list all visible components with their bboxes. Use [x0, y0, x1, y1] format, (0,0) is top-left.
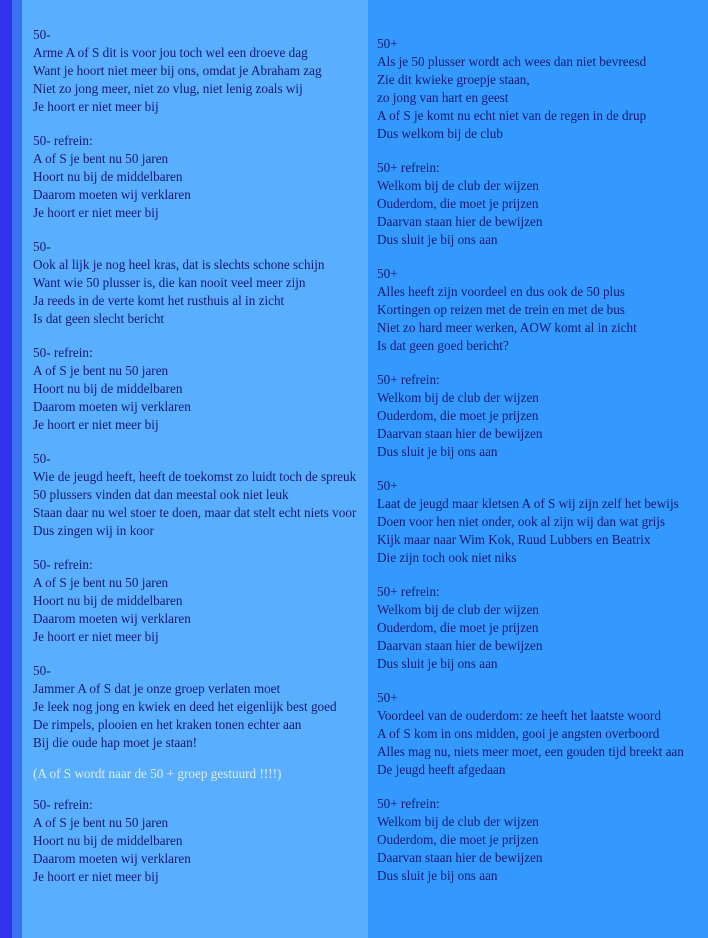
stanza-heading: 50- refrein: [33, 133, 93, 148]
lyric-line: Als je 50 plusser wordt ach wees dan niet bevreesd [377, 54, 647, 69]
lyric-line: Niet zo jong meer, niet zo vlug, niet lenig zoals wij [33, 81, 303, 96]
lyric-line: Bij die oude hap moet je staan! [33, 735, 198, 750]
lyric-line: Welkom bij de club der wijzen [377, 814, 539, 829]
lyric-line: Hoort nu bij de middelbaren [33, 169, 183, 184]
lyric-line: Ouderdom, die moet je prijzen [377, 620, 539, 635]
lyric-line: Je hoort er niet meer bij [33, 869, 159, 884]
lyric-line: Want wie 50 plusser is, die kan nooit veel meer zijn [33, 275, 306, 290]
lyric-line: Staan daar nu wel stoer te doen, maar dat stelt echt niets voor [33, 505, 357, 520]
lyric-line: Zie dit kwieke groepje staan, [377, 72, 530, 87]
left-edge-bar [0, 0, 12, 938]
right-stanza-7 [377, 689, 702, 779]
lyric-line: Je leek nog jong en kwiek en deed het eigenlijk best goed [33, 699, 337, 714]
right-stanza-1 [377, 35, 702, 143]
lyric-line: Ouderdom, die moet je prijzen [377, 832, 539, 847]
lyric-line: Dus zingen wij in koor [33, 523, 154, 538]
lyric-line: Daarvan staan hier de bewijzen [377, 426, 543, 441]
lyric-line: Je hoort er niet meer bij [33, 629, 159, 644]
stanza-heading: 50+ refrein: [377, 796, 440, 811]
lyric-line: Daarvan staan hier de bewijzen [377, 214, 543, 229]
lyric-line: Ouderdom, die moet je prijzen [377, 408, 539, 423]
stanza-heading: 50+ [377, 36, 398, 51]
lyric-line: Daarom moeten wij verklaren [33, 851, 191, 866]
stanza-heading: 50- [33, 663, 51, 678]
left-stanza-8 [33, 796, 363, 886]
left-column [22, 0, 368, 938]
stage-direction-note: (A of S wordt naar de 50 + groep gestuurd !!!!) [33, 766, 282, 781]
lyric-line: Ouderdom, die moet je prijzen [377, 196, 539, 211]
stanza-heading: 50+ [377, 690, 398, 705]
right-stanza-6 [377, 583, 702, 673]
lyric-line: Is dat geen slecht bericht [33, 311, 165, 326]
lyric-line: Daarom moeten wij verklaren [33, 187, 191, 202]
lyric-line: Hoort nu bij de middelbaren [33, 833, 183, 848]
right-stanza-3 [377, 265, 702, 355]
lyric-line: Daarvan staan hier de bewijzen [377, 638, 543, 653]
lyric-line: Welkom bij de club der wijzen [377, 602, 539, 617]
lyric-line: Dus welkom bij de club [377, 126, 503, 141]
stanza-heading: 50+ [377, 478, 398, 493]
stanza-heading: 50+ refrein: [377, 372, 440, 387]
lyric-line: Je hoort er niet meer bij [33, 99, 159, 114]
lyric-line: zo jong van hart en geest [377, 90, 509, 105]
left-stanza-4 [33, 344, 363, 434]
right-stanza-2 [377, 159, 702, 249]
right-stanza-8 [377, 795, 702, 885]
left-stanza-1 [33, 26, 363, 116]
stanza-heading: 50- refrein: [33, 557, 93, 572]
stanza-heading: 50- refrein: [33, 345, 93, 360]
lyric-line: Je hoort er niet meer bij [33, 417, 159, 432]
left-stanza-7 [33, 662, 363, 752]
lyric-line: Hoort nu bij de middelbaren [33, 593, 183, 608]
lyric-line: De jeugd heeft afgedaan [377, 762, 506, 777]
lyric-line: Want je hoort niet meer bij ons, omdat je Abraham zag [33, 63, 322, 78]
lyric-line: Dus sluit je bij ons aan [377, 868, 498, 883]
lyric-line: A of S je bent nu 50 jaren [33, 363, 169, 378]
lyric-line: Hoort nu bij de middelbaren [33, 381, 183, 396]
lyric-line: Laat de jeugd maar kletsen A of S wij zijn zelf het bewijs [377, 496, 679, 511]
stanza-heading: 50- refrein: [33, 797, 93, 812]
lyric-line: Kijk maar naar Wim Kok, Ruud Lubbers en Beatrix [377, 532, 651, 547]
lyric-line: Welkom bij de club der wijzen [377, 390, 539, 405]
lyric-line: A of S je bent nu 50 jaren [33, 815, 169, 830]
lyric-line: Dus sluit je bij ons aan [377, 656, 498, 671]
lyric-line: Wie de jeugd heeft, heeft de toekomst zo luidt toch de spreuk [33, 469, 357, 484]
lyric-line: Kortingen op reizen met de trein en met de bus [377, 302, 625, 317]
lyric-line: De rimpels, plooien en het kraken tonen echter aan [33, 717, 302, 732]
lyric-line: Voordeel van de ouderdom: ze heeft het laatste woord [377, 708, 661, 723]
lyric-line: Arme A of S dit is voor jou toch wel een droeve dag [33, 45, 308, 60]
lyric-line: Dus sluit je bij ons aan [377, 444, 498, 459]
left-stanza-5 [33, 450, 363, 540]
stanza-heading: 50+ refrein: [377, 584, 440, 599]
left-stanza-6 [33, 556, 363, 646]
lyric-line: A of S je bent nu 50 jaren [33, 151, 169, 166]
lyric-line: A of S je bent nu 50 jaren [33, 575, 169, 590]
right-column [377, 35, 702, 901]
lyric-line: Daarvan staan hier de bewijzen [377, 850, 543, 865]
lyric-line: Dus sluit je bij ons aan [377, 232, 498, 247]
lyric-line: Alles mag nu, niets meer moet, een gouden tijd breekt aan [377, 744, 684, 759]
stanza-heading: 50+ [377, 266, 398, 281]
left-column-content [33, 26, 363, 902]
lyric-line: Welkom bij de club der wijzen [377, 178, 539, 193]
lyric-line: Ook al lijk je nog heel kras, dat is slechts schone schijn [33, 257, 325, 272]
stanza-heading: 50- [33, 451, 51, 466]
lyric-line: Alles heeft zijn voordeel en dus ook de 50 plus [377, 284, 625, 299]
left-stanza-2 [33, 132, 363, 222]
lyric-line: Doen voor hen niet onder, ook al zijn wij dan wat grijs [377, 514, 666, 529]
right-stanza-5 [377, 477, 702, 567]
lyric-line: Niet zo hard meer werken, AOW komt al in zicht [377, 320, 637, 335]
lyric-line: Daarom moeten wij verklaren [33, 611, 191, 626]
stanza-heading: 50- [33, 239, 51, 254]
lyric-line: Daarom moeten wij verklaren [33, 399, 191, 414]
lyric-line: 50 plussers vinden dat dan meestal ook niet leuk [33, 487, 289, 502]
left-edge-bar-inner [12, 0, 22, 938]
left-stanza-3 [33, 238, 363, 328]
right-stanza-4 [377, 371, 702, 461]
lyric-line: Je hoort er niet meer bij [33, 205, 159, 220]
lyric-line: Ja reeds in de verte komt het rusthuis al in zicht [33, 293, 285, 308]
lyric-line: A of S je komt nu echt niet van de regen in de drup [377, 108, 647, 123]
lyric-line: Die zijn toch ook niet niks [377, 550, 517, 565]
lyric-line: A of S kom in ons midden, gooi je angsten overboord [377, 726, 660, 741]
stanza-heading: 50- [33, 27, 51, 42]
stanza-heading: 50+ refrein: [377, 160, 440, 175]
lyric-line: Jammer A of S dat je onze groep verlaten moet [33, 681, 281, 696]
lyric-line: Is dat geen goed bericht? [377, 338, 509, 353]
